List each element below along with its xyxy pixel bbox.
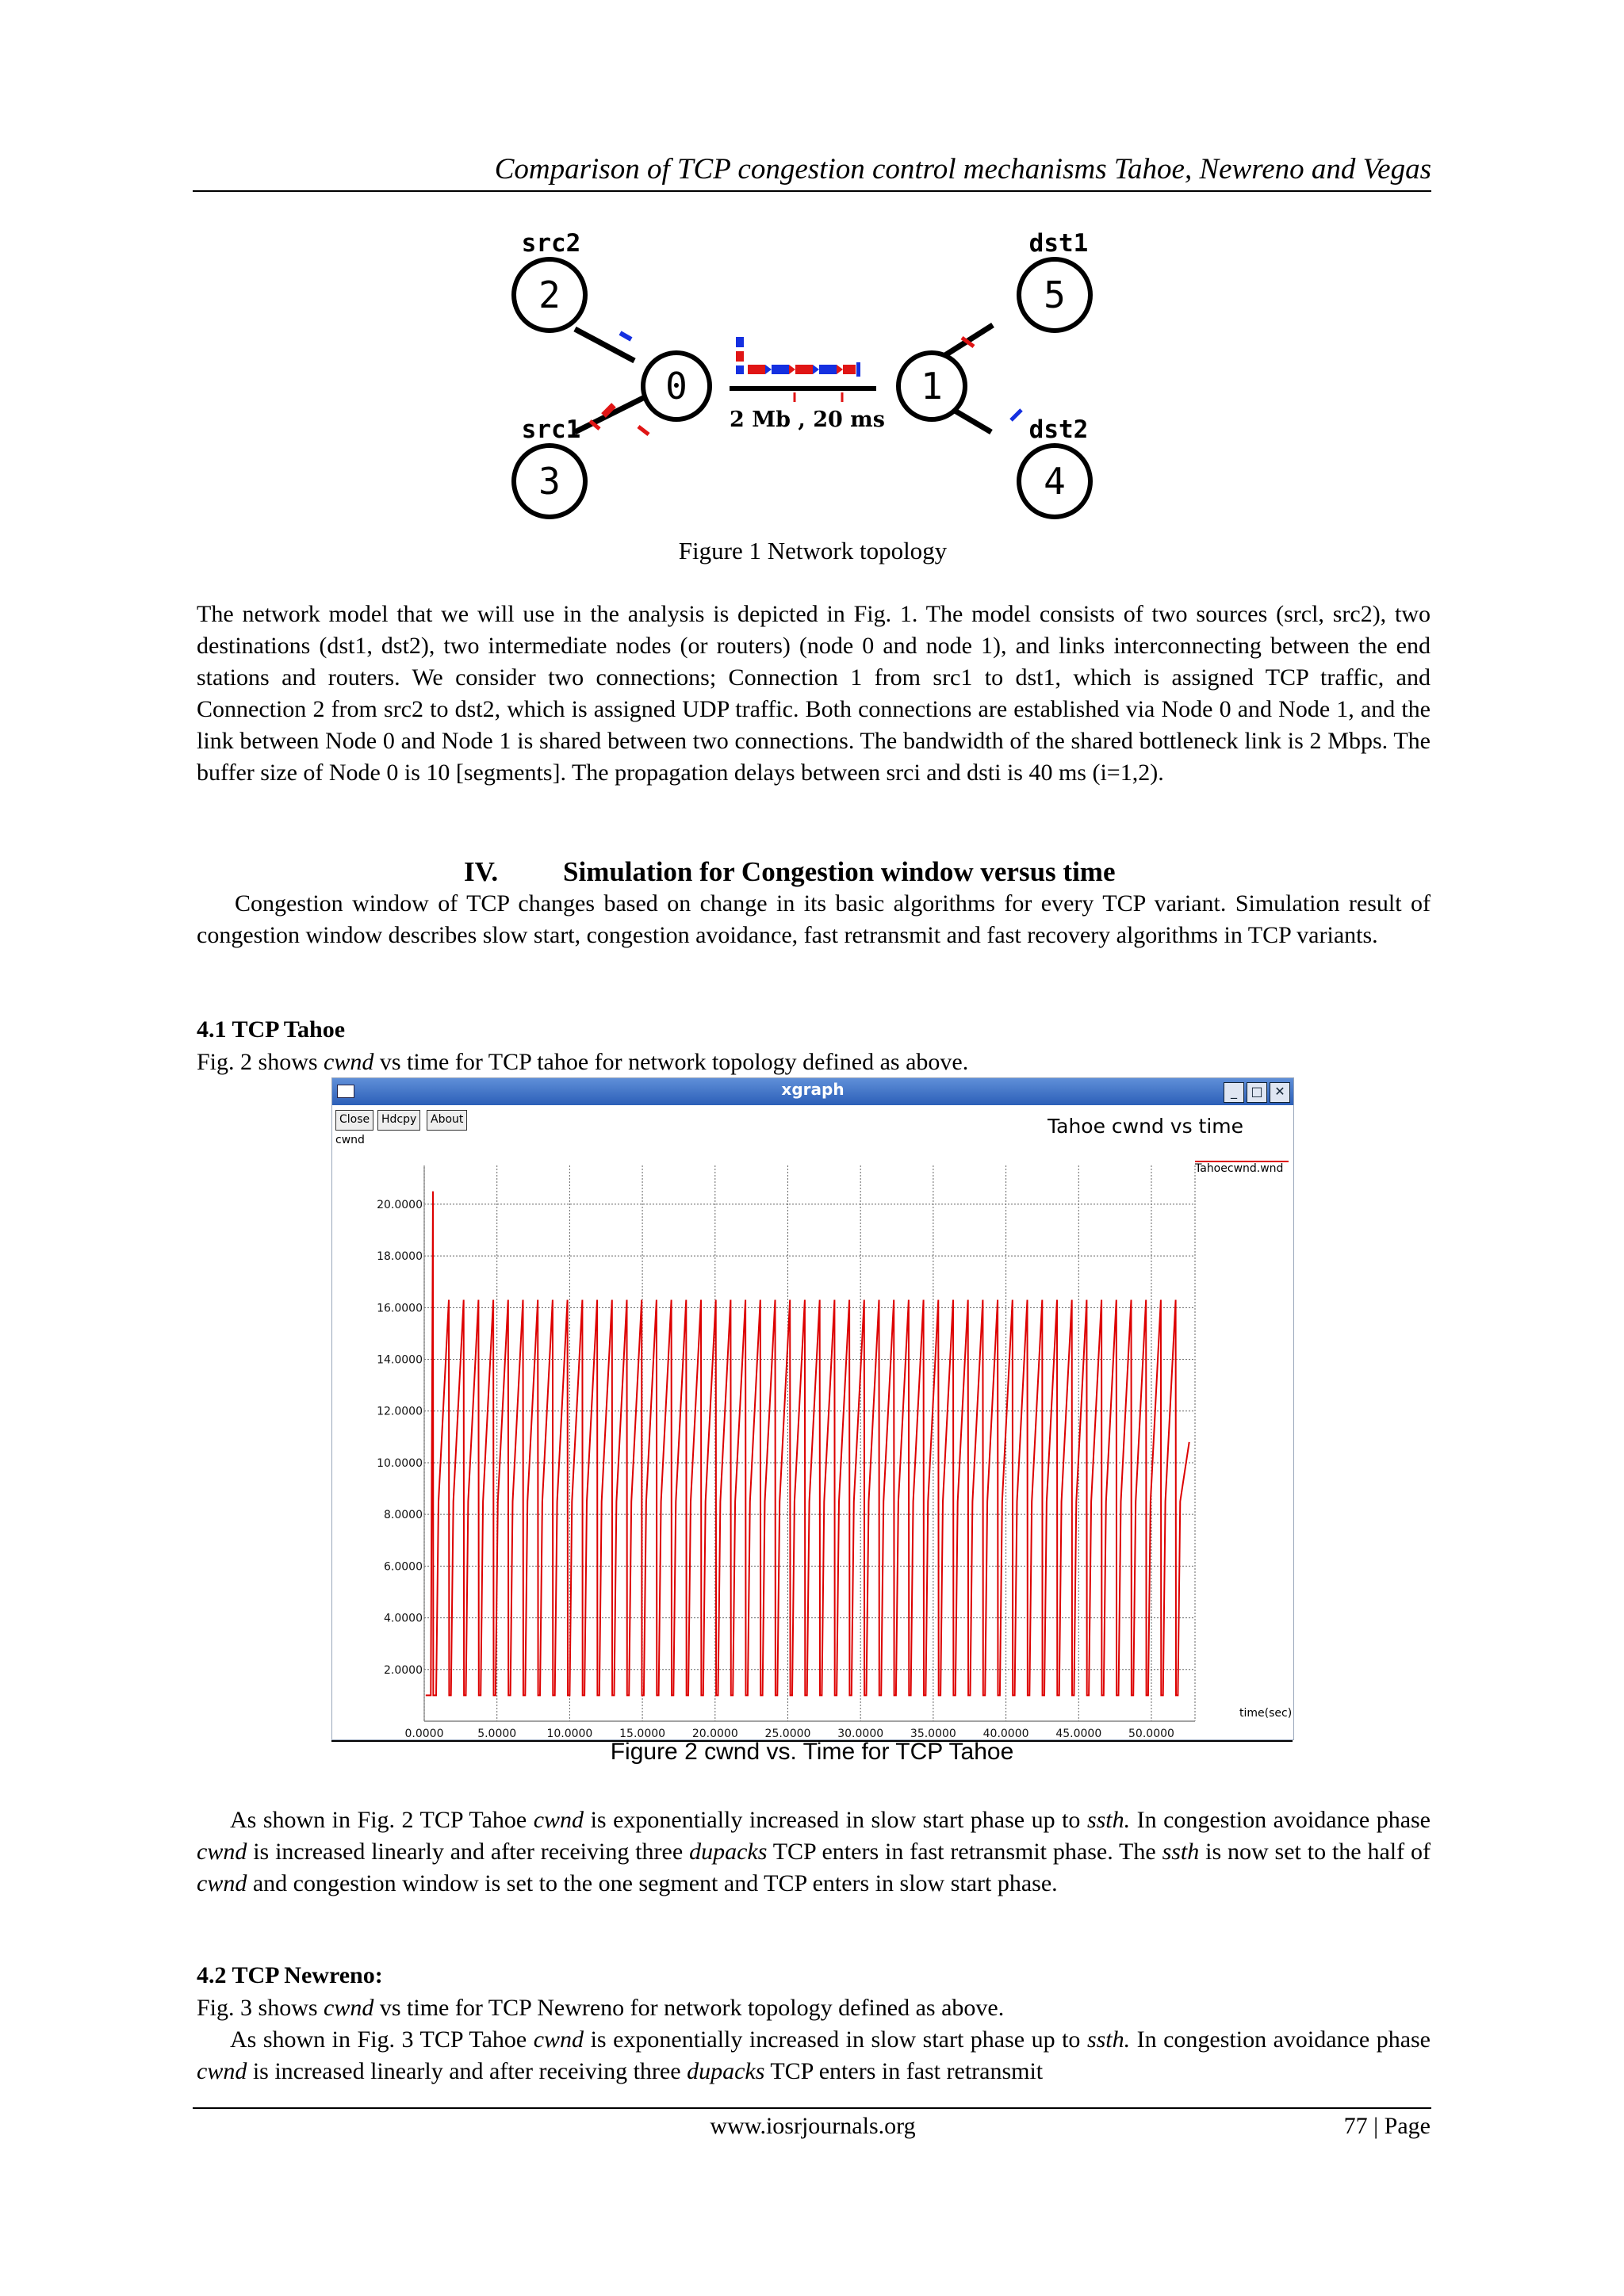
x-tick-label: 35.0000 bbox=[910, 1728, 956, 1739]
about-button[interactable]: About bbox=[427, 1110, 467, 1131]
text-run: is increased linearly and after receiving three bbox=[247, 2058, 688, 2084]
text-run-italic: cwnd bbox=[197, 2058, 247, 2084]
xgraph-window bbox=[331, 1077, 1294, 1740]
x-tick-label: 5.0000 bbox=[477, 1728, 517, 1739]
subsection-41-title: 4.1 TCP Tahoe bbox=[197, 1016, 346, 1043]
text-run: As shown in Fig. 3 TCP Tahoe bbox=[230, 2026, 534, 2053]
text-run: In congestion avoidance phase bbox=[1130, 1807, 1431, 1833]
node-3-id: 3 bbox=[538, 460, 561, 503]
packet-queue-blue bbox=[736, 365, 744, 374]
node-3-label: src1 bbox=[521, 415, 581, 444]
y-tick-label: 16.0000 bbox=[377, 1302, 423, 1315]
y-tick-label: 14.0000 bbox=[377, 1353, 423, 1367]
packet-queue-blue bbox=[736, 337, 744, 347]
text-run-italic: dupacks bbox=[687, 2058, 765, 2084]
y-tick-label: 10.0000 bbox=[377, 1456, 423, 1470]
x-tick-label: 20.0000 bbox=[691, 1728, 738, 1739]
packet-blue bbox=[620, 333, 631, 339]
node-0-id: 0 bbox=[665, 365, 688, 408]
x-axis-label: time(sec) bbox=[1239, 1707, 1293, 1720]
y-tick-label: 20.0000 bbox=[377, 1198, 423, 1211]
tahoe-cwnd-chart bbox=[332, 1078, 1293, 1739]
text-run-italic: cwnd bbox=[533, 2026, 584, 2053]
footer-rule bbox=[193, 2107, 1431, 2109]
figure2-caption: Figure 2 cwnd vs. Time for TCP Tahoe bbox=[610, 1739, 1014, 1765]
text-run: As shown in Fig. 2 TCP Tahoe bbox=[230, 1807, 534, 1833]
hdcpy-button[interactable]: Hdcpy bbox=[377, 1110, 420, 1131]
text-run: vs time for TCP tahoe for network topology defined as above. bbox=[373, 1049, 969, 1075]
cwnd-series-line bbox=[426, 1192, 1189, 1696]
x-tick-label: 50.0000 bbox=[1128, 1728, 1174, 1739]
text-run-italic: cwnd bbox=[324, 1995, 374, 2021]
close-window-icon[interactable]: ✕ bbox=[1270, 1082, 1290, 1103]
y-tick-label: 18.0000 bbox=[377, 1250, 423, 1264]
packet-red bbox=[638, 427, 649, 434]
node-1-id: 1 bbox=[921, 365, 943, 408]
section-intro: Congestion window of TCP changes based on change in its basic algorithms for every TCP variant. Simulation result of congestion window describes slow start, congestion avoidance, fast retransmit and fast recovery algorithms in TCP variants. bbox=[197, 890, 1431, 948]
y-tick-label: 4.0000 bbox=[384, 1612, 423, 1625]
figure1-caption: Figure 1 Network topology bbox=[678, 537, 948, 564]
node-5-id: 5 bbox=[1044, 274, 1066, 316]
text-run: is now set to the half of bbox=[1199, 1839, 1431, 1865]
x-tick-label: 10.0000 bbox=[546, 1728, 593, 1739]
packet-queue-red bbox=[736, 351, 744, 362]
footer-site: www.iosrjournals.org bbox=[710, 2113, 916, 2139]
node-4-id: 4 bbox=[1044, 460, 1066, 503]
packet-blue bbox=[1011, 410, 1021, 420]
text-run: vs time for TCP Newreno for network topology defined as above. bbox=[373, 1995, 1005, 2021]
node-5-label: dst1 bbox=[1028, 229, 1089, 258]
x-tick-label: 40.0000 bbox=[982, 1728, 1029, 1739]
legend-label: Tahoecwnd.wnd bbox=[1195, 1162, 1284, 1175]
packets-in-flight bbox=[748, 362, 860, 377]
x-tick-label: 45.0000 bbox=[1055, 1728, 1102, 1739]
footer-page: 77 | Page bbox=[1343, 2113, 1431, 2139]
text-run: is exponentially increased in slow start phase up to bbox=[584, 1807, 1087, 1833]
text-run-italic: ssth. bbox=[1086, 1807, 1131, 1833]
x-tick-label: 0.0000 bbox=[404, 1728, 444, 1739]
paragraph-newreno-analysis bbox=[197, 2024, 1431, 2087]
subsection-42-title: 4.2 TCP Newreno: bbox=[197, 1962, 383, 1988]
x-tick-label: 25.0000 bbox=[764, 1728, 811, 1739]
x-tick-label: 30.0000 bbox=[837, 1728, 884, 1739]
plot-title: Tahoe cwnd vs time bbox=[1048, 1115, 1244, 1138]
text-run: In congestion avoidance phase bbox=[1130, 2026, 1431, 2053]
text-run: Fig. 2 shows bbox=[197, 1049, 324, 1075]
text-run-italic: dupacks bbox=[689, 1839, 768, 1865]
text-run: and congestion window is set to the one segment and TCP enters in slow start phase. bbox=[247, 1870, 1058, 1896]
section-number: IV. bbox=[464, 856, 499, 887]
node-2-id: 2 bbox=[538, 274, 561, 316]
subsection-42-line1 bbox=[197, 1992, 1431, 2024]
text-run-italic: cwnd bbox=[197, 1870, 247, 1896]
text-run-italic: cwnd bbox=[533, 1807, 584, 1833]
text-run: TCP enters in fast retransmit phase. The bbox=[767, 1839, 1162, 1865]
network-topology-diagram bbox=[508, 226, 1110, 519]
text-run: is increased linearly and after receiving three bbox=[247, 1839, 690, 1865]
y-tick-label: 12.0000 bbox=[377, 1405, 423, 1418]
node-2-label: src2 bbox=[521, 229, 581, 258]
text-run-italic: cwnd bbox=[324, 1049, 374, 1075]
paragraph-tahoe-analysis bbox=[197, 1804, 1431, 1900]
paragraph-network-model: The network model that we will use in the analysis is depicted in Fig. 1. The model consists of two sources (srcl, src2), two destinations (dst1, dst2), two intermediate nodes (or routers) (node 0 and node 1), and links interconnecting between the end stations and routers. We consider two connections; Connection 1 from src1 to dst1, which is assigned TCP traffic, and Connection 2 from src2 to dst2, which is assigned UDP traffic. Both connections are established via Node 0 and Node 1, and the link between Node 0 and Node 1 is shared between two connections. The bandwidth of the shared bottleneck link is 2 Mbps. The buffer size of Node 0 is 10 [segments]. The propagation delays between srci and dsti is 40 ms (i=1,2). bbox=[197, 601, 1431, 786]
subsection-41-text bbox=[197, 1047, 1431, 1078]
section-title: Simulation for Congestion window versus time bbox=[563, 856, 1116, 887]
text-run-italic: ssth bbox=[1162, 1839, 1200, 1865]
x-tick-label: 15.0000 bbox=[619, 1728, 666, 1739]
text-run: Fig. 3 shows bbox=[197, 1995, 324, 2021]
link-3-0 bbox=[575, 396, 646, 432]
y-tick-label: 8.0000 bbox=[384, 1509, 423, 1522]
y-tick-label: 2.0000 bbox=[384, 1663, 423, 1677]
minimize-icon[interactable]: _ bbox=[1224, 1082, 1244, 1103]
text-run: TCP enters in fast retransmit bbox=[764, 2058, 1044, 2084]
header-rule bbox=[193, 190, 1431, 192]
text-run-italic: cwnd bbox=[197, 1839, 247, 1865]
text-run: is exponentially increased in slow start phase up to bbox=[584, 2026, 1087, 2053]
link-label: 2 Mb , 20 ms bbox=[730, 408, 885, 432]
window-title: xgraph bbox=[781, 1080, 845, 1099]
running-title: Comparison of TCP congestion control mechanisms Tahoe, Newreno and Vegas bbox=[494, 153, 1431, 186]
node-4-label: dst2 bbox=[1028, 415, 1089, 444]
close-button[interactable]: Close bbox=[335, 1110, 373, 1131]
text-run-italic: ssth. bbox=[1086, 2026, 1131, 2053]
y-axis-label: cwnd bbox=[335, 1134, 365, 1146]
maximize-icon[interactable]: □ bbox=[1247, 1082, 1267, 1103]
y-tick-label: 6.0000 bbox=[384, 1560, 423, 1574]
